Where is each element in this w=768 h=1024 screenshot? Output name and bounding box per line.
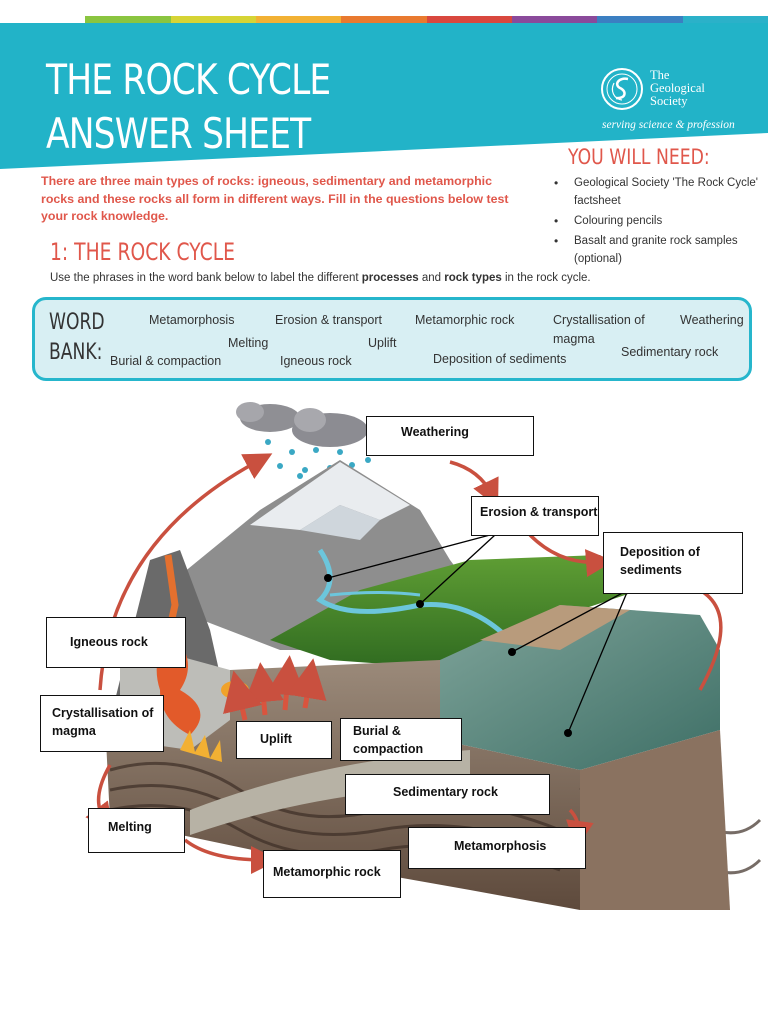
society-emblem-icon — [600, 65, 644, 113]
word-bank-word: Uplift — [368, 336, 397, 350]
word-bank-word: Weathering — [680, 313, 744, 327]
section-title: 1: THE ROCK CYCLE — [50, 238, 235, 266]
list-item: • Colouring pencils — [548, 212, 763, 230]
you-will-need-list — [548, 174, 763, 270]
word-bank-word: Deposition of sediments — [433, 352, 567, 366]
list-item: • Geological Society 'The Rock Cycle' factsheet — [548, 174, 763, 210]
color-stripe-bar — [0, 16, 768, 23]
instruction-text: Use the phrases in the word bank below to label the different processes and rock types in the rock cycle. — [50, 272, 591, 284]
cloud-icon — [236, 402, 368, 447]
word-bank-title-line2: BANK: — [49, 340, 103, 365]
list-item: • Basalt and granite rock samples (optional) — [548, 232, 763, 268]
label-burial-compaction: Burial & compaction — [340, 718, 462, 761]
rock-cycle-diagram — [0, 390, 768, 950]
society-name: The Geological Society — [650, 68, 705, 108]
label-metamorphic-rock: Metamorphic rock — [263, 850, 401, 898]
label-erosion-transport: Erosion & transport — [471, 496, 599, 536]
word-bank-word: Metamorphosis — [149, 313, 235, 327]
word-bank-word: magma — [553, 332, 595, 346]
word-bank-title-line1: WORD — [49, 310, 105, 335]
word-bank — [32, 297, 752, 381]
word-bank-word: Melting — [228, 336, 269, 350]
label-weathering: Weathering — [366, 416, 534, 456]
label-crystallisation-of-magma: Crystallisation of magma — [40, 695, 164, 752]
word-bank-word: Igneous rock — [280, 354, 352, 368]
word-bank-word: Sedimentary rock — [621, 345, 719, 359]
label-sedimentary-rock: Sedimentary rock — [345, 774, 550, 815]
label-melting: Melting — [88, 808, 185, 853]
word-bank-word: Burial & compaction — [110, 354, 222, 368]
word-bank-word: Crystallisation of — [553, 313, 645, 327]
page-title: THE ROCK CYCLE ANSWER SHEET — [46, 55, 331, 158]
word-bank-word: Erosion & transport — [275, 313, 382, 327]
label-uplift: Uplift — [236, 721, 332, 759]
word-bank-word: Metamorphic rock — [415, 313, 515, 327]
geological-society-logo — [600, 63, 760, 143]
you-will-need-title: YOU WILL NEED: — [568, 145, 710, 169]
label-igneous-rock: Igneous rock — [46, 617, 186, 668]
intro-text: There are three main types of rocks: igneous, sedimentary and metamorphic rocks and these rocks all form in different ways. Fill in the questions below test your rock knowledge. — [41, 174, 509, 223]
society-tagline: serving science & profession — [602, 119, 735, 131]
label-deposition-of-sediments: Deposition of sediments — [603, 532, 743, 594]
label-metamorphosis: Metamorphosis — [408, 827, 586, 869]
